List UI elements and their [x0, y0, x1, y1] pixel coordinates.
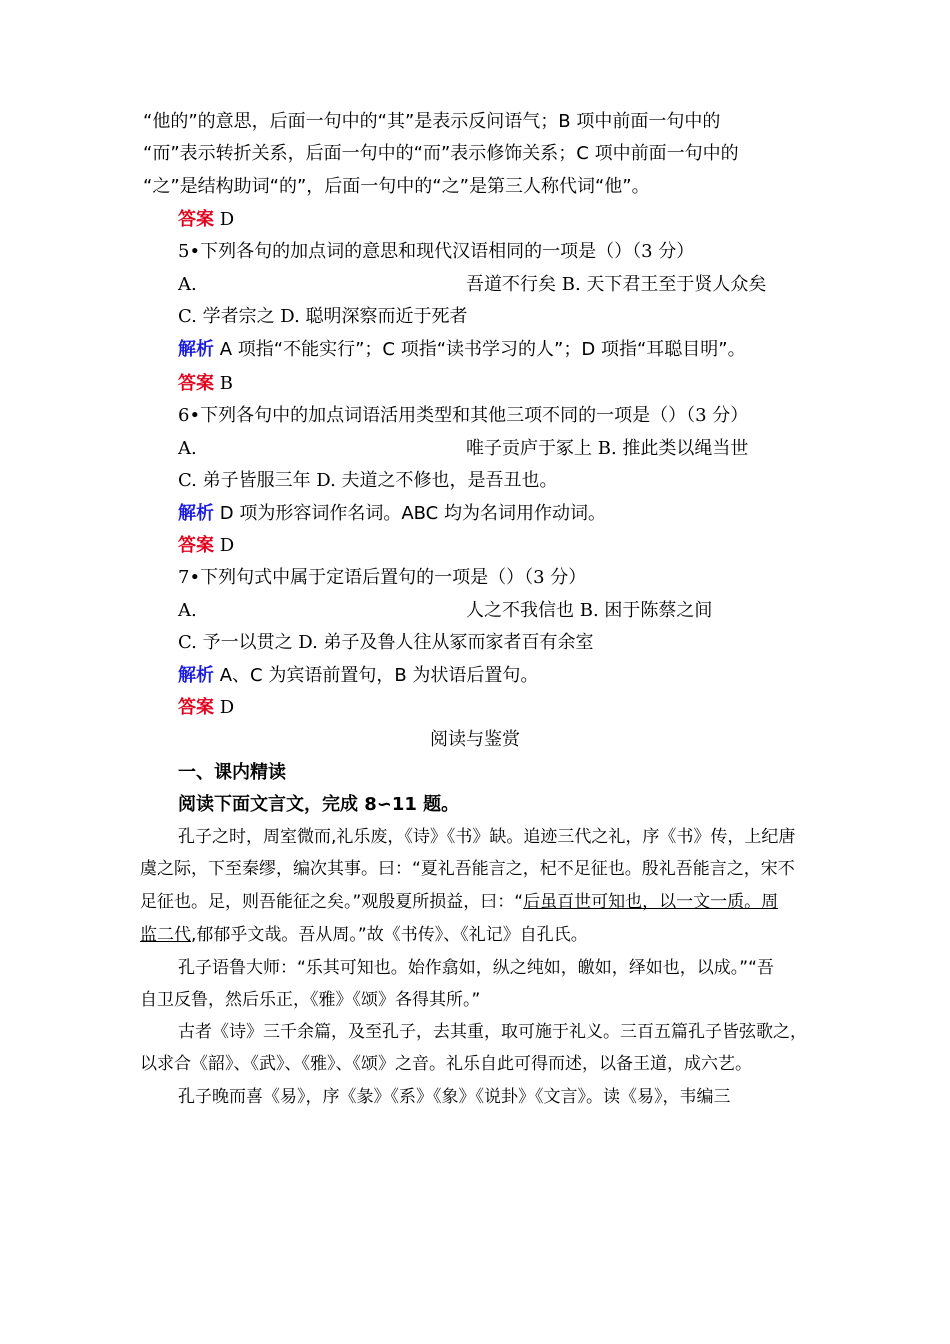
- answer-7: [178, 697, 234, 719]
- passage-text: ,郁郁乎文哉。吾从周。”故《书传》、《礼记》自孔氏。: [191, 925, 588, 945]
- analysis-value: D 项为形容词作名词。ABC 均为名词用作动词。: [219, 503, 606, 524]
- text-line: “他的”的意思，后面一句中的“其”是表示反问语气；B 项中前面一句中的: [143, 111, 721, 132]
- answer-value: D: [219, 697, 235, 718]
- analysis-label: 解析: [178, 503, 214, 524]
- q6-options-ab: 唯子贡庐于冢上 B. 推此类以绳当世: [466, 438, 749, 459]
- q7-option-label-a: A.: [178, 600, 197, 621]
- question-5: 5•下列各句的加点词的意思和现代汉语相同的一项是（）（3 分）: [178, 241, 695, 262]
- answer-label: 答案: [178, 535, 214, 556]
- section-title: 阅读与鉴赏: [430, 729, 520, 750]
- text-line: “之”是结构助词“的”，后面一句中的“之”是第三人称代词“他”。: [143, 176, 650, 197]
- answer-label: 答案: [178, 373, 214, 394]
- analysis-6: [178, 503, 606, 525]
- question-6: 6•下列各句中的加点词语活用类型和其他三项不同的一项是（）（3 分）: [178, 405, 749, 426]
- question-7: 7•下列句式中属于定语后置句的一项是（）（3 分）: [178, 567, 587, 588]
- analysis-label: 解析: [178, 339, 214, 360]
- q7-options-cd: C. 予一以贯之 D. 弟子及鲁人往从冢而家者百有余室: [178, 632, 594, 653]
- analysis-7: [178, 665, 538, 687]
- analysis-value: A、C 为宾语前置句，B 为状语后置句。: [219, 665, 539, 686]
- answer-value: D: [219, 209, 235, 230]
- q5-options-ab: 吾道不行矣 B. 天下君王至于贤人众矣: [466, 274, 767, 295]
- answer-6: [178, 535, 234, 557]
- passage-line: 孔子之时，周室微而,礼乐废，《诗》《书》缺。追迹三代之礼，序《书》传，上纪唐: [178, 827, 796, 847]
- analysis-5: [178, 339, 746, 361]
- passage-line: [140, 924, 588, 946]
- answer-5: [178, 373, 233, 395]
- q5-option-label-a: A.: [178, 274, 197, 295]
- passage-line: 孔子晚而喜《易》，序《彖》《系》《象》《说卦》《文言》。读《易》，韦编三: [178, 1087, 731, 1107]
- underlined-text: 监二代: [140, 925, 191, 945]
- answer-4: [178, 209, 234, 231]
- answer-label: 答案: [178, 209, 214, 230]
- answer-value: B: [219, 373, 233, 394]
- answer-label: 答案: [178, 697, 214, 718]
- answer-value: D: [219, 535, 235, 556]
- passage-line: 古者《诗》三千余篇，及至孔子，去其重，取可施于礼义。三百五篇孔子皆弦歌之，: [178, 1022, 807, 1042]
- q5-options-cd: C. 学者宗之 D. 聪明深察而近于死者: [178, 306, 468, 327]
- passage-line: 孔子语鲁大师：“乐其可知也。始作翕如，纵之纯如，皦如，绎如也，以成。”“吾: [178, 958, 774, 978]
- analysis-label: 解析: [178, 665, 214, 686]
- passage-line: [140, 891, 778, 913]
- instruction: 阅读下面文言文，完成 8∽11 题。: [178, 794, 460, 815]
- passage-line: 虞之际，下至秦缪，编次其事。曰：“夏礼吾能言之，杞不足征也。殷礼吾能言之，宋不: [140, 859, 795, 879]
- underlined-text: 后虽百世可知也，以一文一质。周: [523, 892, 779, 912]
- q6-option-label-a: A.: [178, 438, 197, 459]
- q7-options-ab: 人之不我信也 B. 困于陈蔡之间: [466, 600, 713, 621]
- passage-line: 自卫反鲁，然后乐正，《雅》《颂》各得其所。”: [140, 990, 481, 1010]
- analysis-value: A 项指“不能实行”；C 项指“读书学习的人”；D 项指“耳聪目明”。: [219, 339, 746, 360]
- passage-line: 以求合《韶》、《武》、《雅》、《颂》之音。礼乐自此可得而述，以备王道，成六艺。: [140, 1054, 752, 1074]
- passage-text: 足征也。足，则吾能征之矣。”观殷夏所损益，曰：“: [140, 892, 524, 912]
- q6-options-cd: C. 弟子皆服三年 D. 夫道之不修也，是吾丑也。: [178, 470, 558, 491]
- text-line: “而”表示转折关系，后面一句中的“而”表示修饰关系；C 项中前面一句中的: [143, 143, 739, 164]
- subsection-heading: 一、课内精读: [178, 762, 286, 783]
